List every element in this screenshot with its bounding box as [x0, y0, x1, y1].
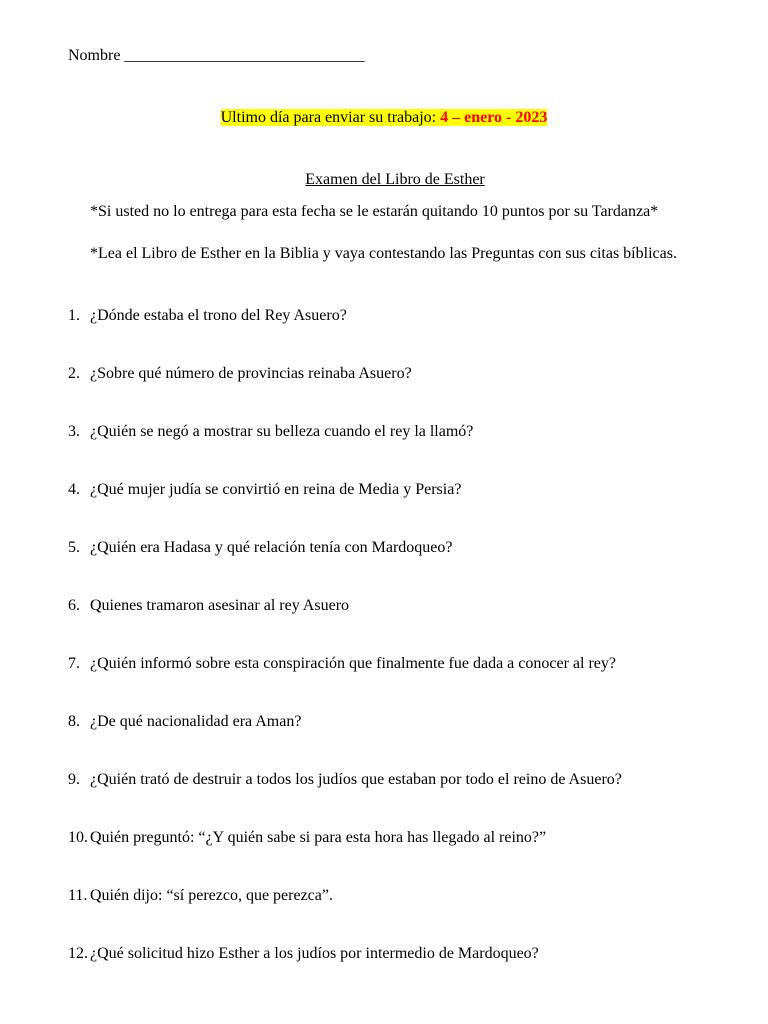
deadline-prefix: Ultimo día para enviar su trabajo:: [220, 109, 437, 126]
question-number: 12.: [68, 945, 88, 962]
question-number: 6.: [68, 597, 80, 614]
question-item: [68, 365, 412, 383]
question-number: 3.: [68, 423, 80, 440]
question-number: 10.: [68, 829, 88, 846]
question-number: 8.: [68, 713, 80, 730]
question-text: Quienes tramaron asesinar al rey Asuero: [90, 597, 350, 614]
question-number: 11.: [68, 887, 88, 904]
question-item: [68, 539, 453, 557]
question-text: Quién preguntó: “¿Y quién sabe si para esta hora has llegado al reino?”: [90, 829, 547, 846]
question-text: ¿Qué solicitud hizo Esther a los judíos por intermedio de Mardoqueo?: [90, 945, 539, 962]
question-item: [68, 713, 301, 731]
question-item: [68, 887, 333, 905]
question-number: 7.: [68, 655, 80, 672]
deadline-date: 4 – enero - 2023: [440, 109, 548, 126]
exam-title: Examen del Libro de Esther: [305, 171, 485, 188]
question-item: [68, 771, 622, 789]
question-number: 1.: [68, 307, 80, 324]
question-text: ¿Quién era Hadasa y qué relación tenía con Mardoqueo?: [90, 539, 453, 556]
question-text: ¿Quién informó sobre esta conspiración que finalmente fue dada a conocer al rey?: [90, 655, 616, 672]
question-text: ¿Qué mujer judía se convirtió en reina de Media y Persia?: [90, 481, 462, 498]
question-item: [68, 597, 349, 615]
question-text: Quién dijo: “sí perezco, que perezca”.: [90, 887, 333, 904]
name-label: Nombre: [68, 47, 121, 64]
late-penalty-note: *Si usted no lo entrega para esta fecha se le estarán quitando 10 puntos por su Tardanza*: [90, 203, 659, 220]
question-item: [68, 481, 461, 499]
question-item: [68, 655, 616, 673]
question-text: ¿Sobre qué número de provincias reinaba Asuero?: [90, 365, 412, 382]
question-text: ¿Dónde estaba el trono del Rey Asuero?: [90, 307, 347, 324]
question-number: 4.: [68, 481, 80, 498]
question-text: ¿Quién trató de destruir a todos los judíos que estaban por todo el reino de Asuero?: [90, 771, 622, 788]
question-number: 5.: [68, 539, 80, 556]
question-number: 2.: [68, 365, 80, 382]
question-item: [68, 307, 347, 325]
name-blank-line: ______________________________: [124, 47, 365, 64]
question-item: [68, 829, 546, 847]
question-text: ¿De qué nacionalidad era Aman?: [90, 713, 302, 730]
reading-instruction-note: *Lea el Libro de Esther en la Biblia y vaya contestando las Preguntas con sus citas bíblicas.: [90, 245, 677, 262]
question-item: [68, 945, 539, 963]
question-item: [68, 423, 473, 441]
name-field: [68, 47, 364, 65]
question-text: ¿Quién se negó a mostrar su belleza cuando el rey la llamó?: [90, 423, 474, 440]
question-number: 9.: [68, 771, 80, 788]
deadline-highlight: [221, 109, 548, 126]
deadline-notice: [0, 109, 768, 127]
